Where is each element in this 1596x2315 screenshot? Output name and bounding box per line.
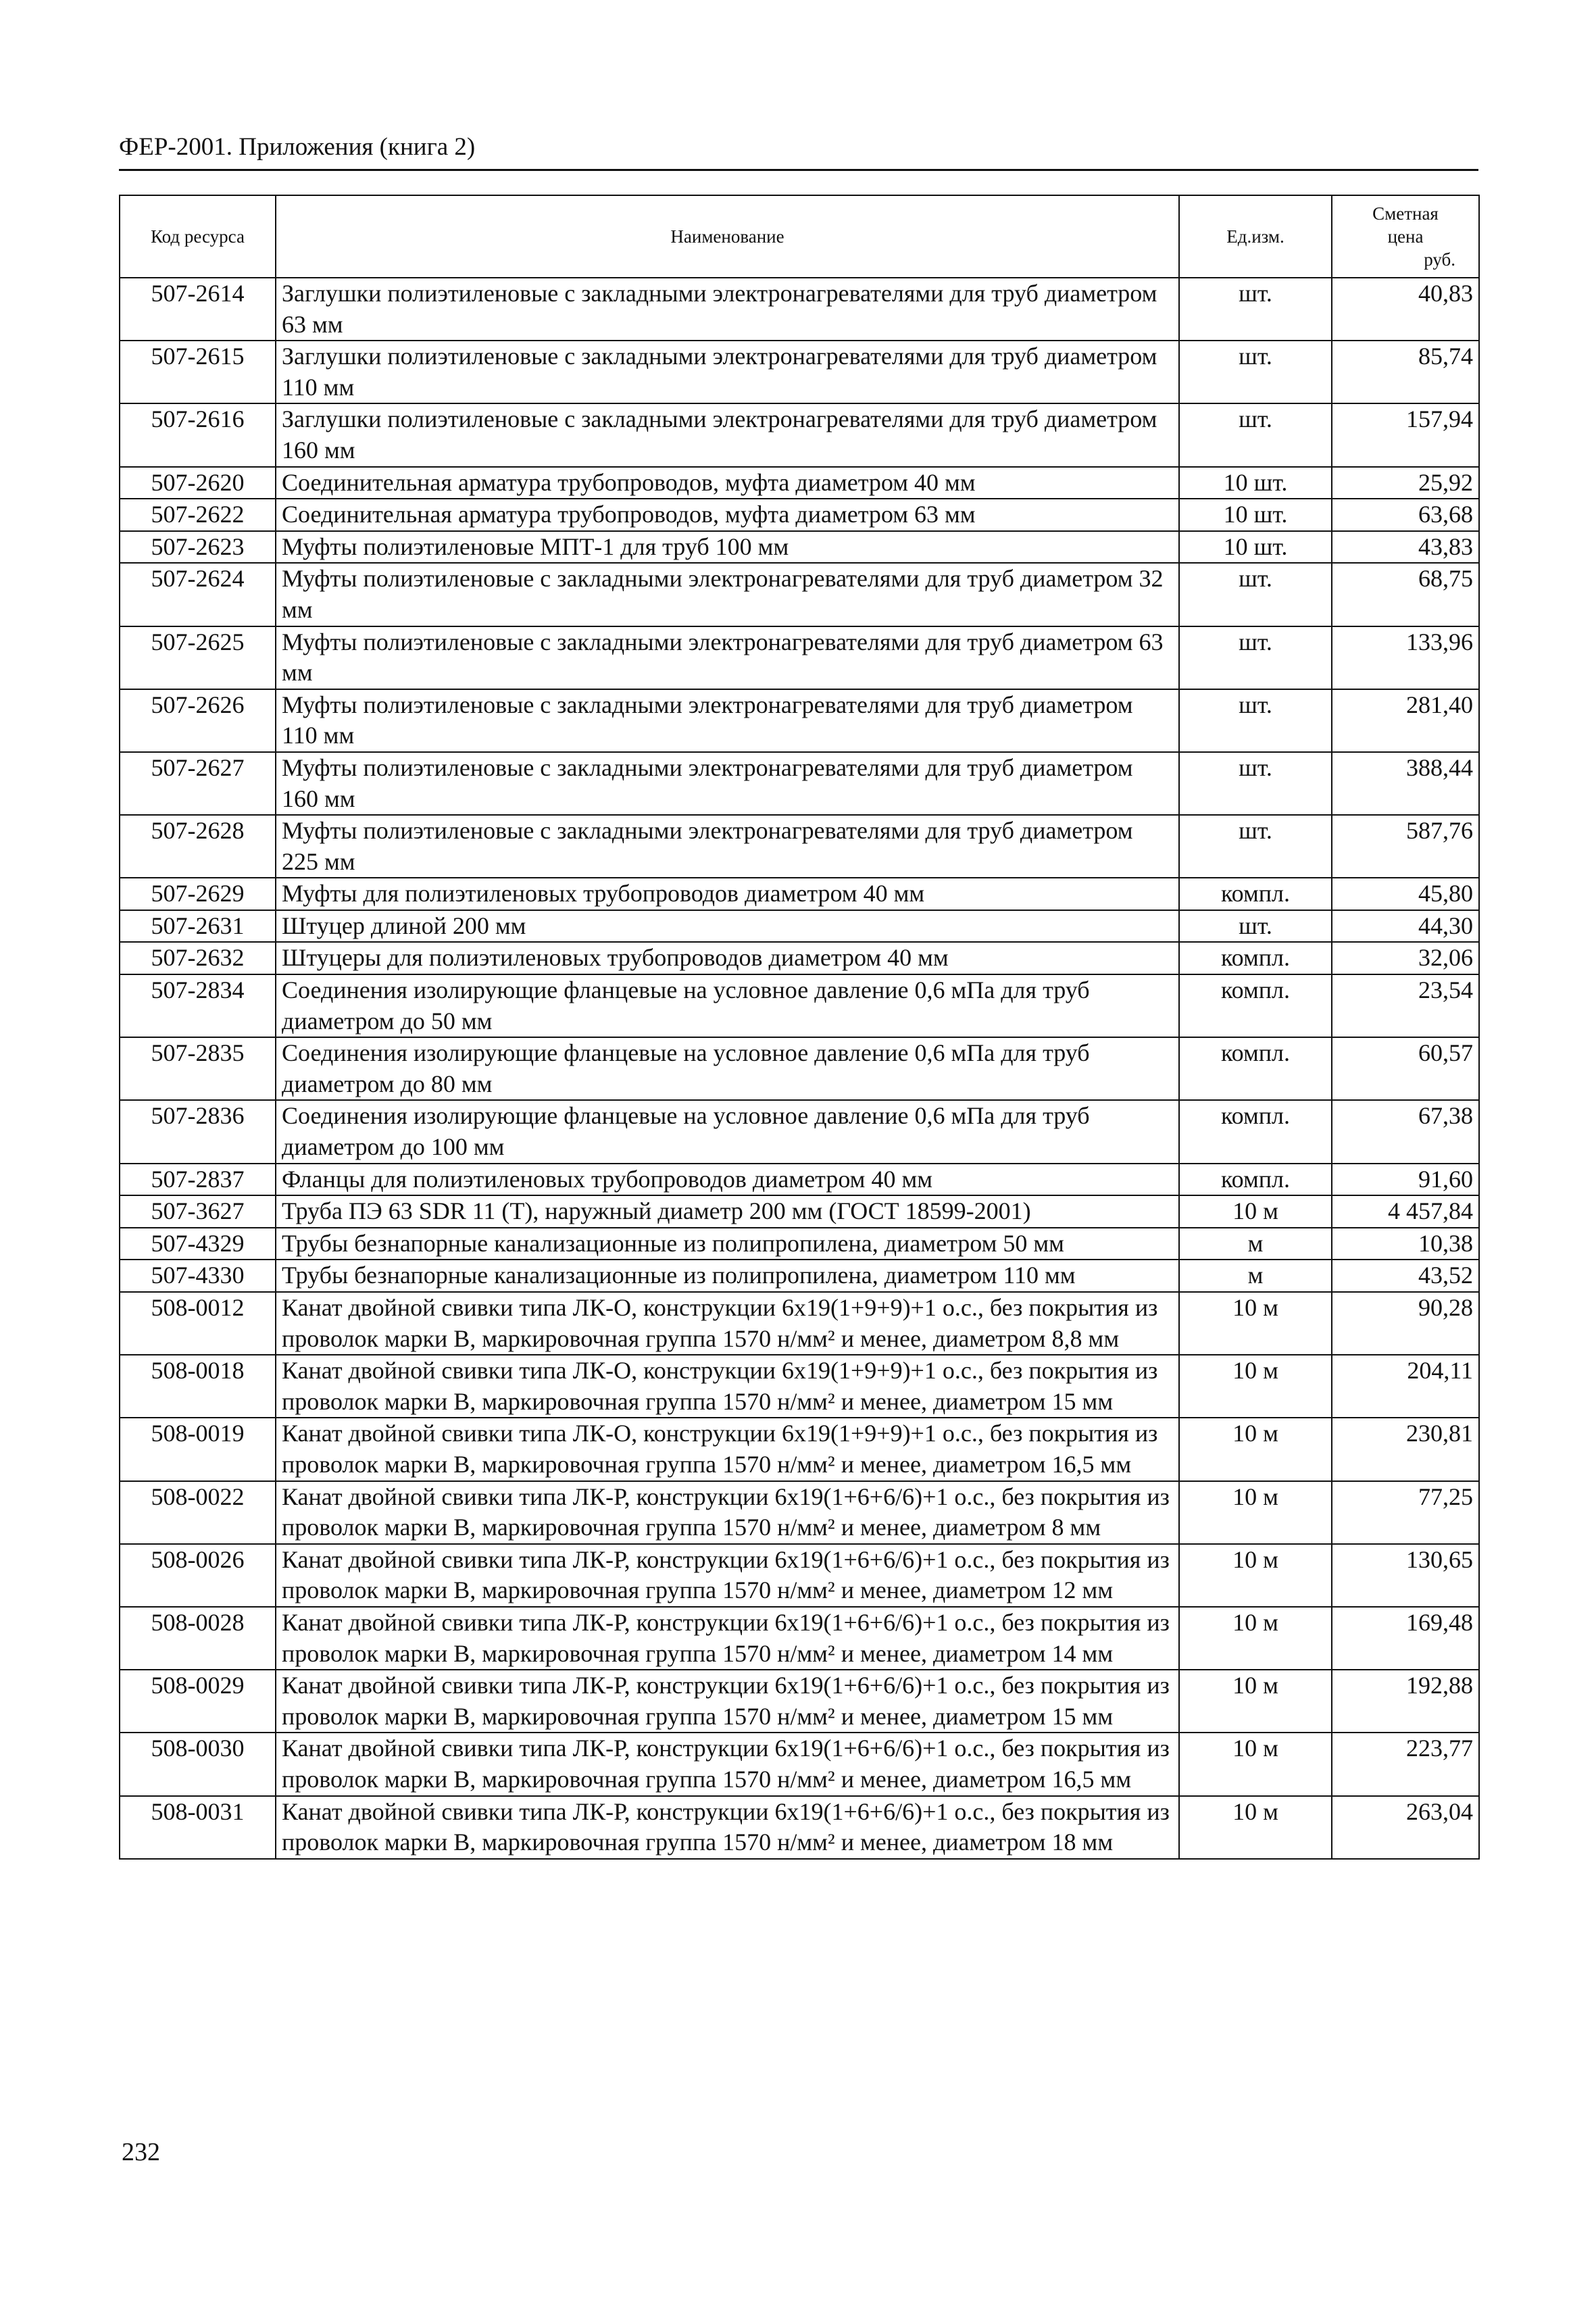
cell-name: Канат двойной свивки типа ЛК-Р, конструкции 6х19(1+6+6/6)+1 о.с., без покрытия из проволок марки В, маркировочная группа 1570 н/мм² и менее, диаметром 15 мм	[276, 1670, 1179, 1733]
column-header-name: Наименование	[276, 195, 1179, 278]
cell-price: 23,54	[1332, 974, 1479, 1037]
cell-unit: м	[1179, 1260, 1332, 1292]
table-row	[120, 910, 1479, 943]
cell-name: Канат двойной свивки типа ЛК-О, конструкции 6х19(1+9+9)+1 о.с., без покрытия из проволок марки В, маркировочная группа 1570 н/мм² и менее, диаметром 16,5 мм	[276, 1418, 1179, 1480]
table-row	[120, 626, 1479, 689]
cell-price: 63,68	[1332, 499, 1479, 531]
cell-price: 204,11	[1332, 1355, 1479, 1418]
table-header-row	[120, 195, 1479, 278]
cell-unit: шт.	[1179, 689, 1332, 752]
table-row	[120, 1607, 1479, 1670]
cell-code: 507-2623	[120, 531, 276, 564]
cell-unit: 10 м	[1179, 1670, 1332, 1733]
column-header-unit: Ед.изм.	[1179, 195, 1332, 278]
cell-price: 85,74	[1332, 341, 1479, 403]
column-header-price-line2: цена	[1387, 226, 1424, 247]
cell-name: Соединения изолирующие фланцевые на условное давление 0,6 мПа для труб диаметром до 80 мм	[276, 1037, 1179, 1100]
cell-name: Заглушки полиэтиленовые с закладными электронагревателями для труб диаметром 160 мм	[276, 403, 1179, 466]
cell-code: 507-2631	[120, 910, 276, 943]
table-row	[120, 1733, 1479, 1795]
cell-name: Заглушки полиэтиленовые с закладными электронагревателями для труб диаметром 63 мм	[276, 278, 1179, 341]
cell-code: 507-2624	[120, 563, 276, 626]
table-row	[120, 878, 1479, 910]
cell-price: 4 457,84	[1332, 1195, 1479, 1228]
cell-name: Штуцеры для полиэтиленовых трубопроводов диаметром 40 мм	[276, 942, 1179, 974]
cell-unit: компл.	[1179, 878, 1332, 910]
cell-price: 44,30	[1332, 910, 1479, 943]
cell-name: Канат двойной свивки типа ЛК-Р, конструкции 6х19(1+6+6/6)+1 о.с., без покрытия из проволок марки В, маркировочная группа 1570 н/мм² и менее, диаметром 12 мм	[276, 1544, 1179, 1607]
table-row	[120, 1418, 1479, 1480]
table-row	[120, 278, 1479, 341]
cell-unit: 10 шт.	[1179, 467, 1332, 499]
cell-unit: шт.	[1179, 341, 1332, 403]
cell-code: 508-0030	[120, 1733, 276, 1795]
cell-price: 43,83	[1332, 531, 1479, 564]
cell-name: Труба ПЭ 63 SDR 11 (Т), наружный диаметр 200 мм (ГОСТ 18599-2001)	[276, 1195, 1179, 1228]
cell-code: 507-2628	[120, 815, 276, 878]
table-row	[120, 1037, 1479, 1100]
cell-unit: компл.	[1179, 1100, 1332, 1163]
cell-name: Муфты для полиэтиленовых трубопроводов диаметром 40 мм	[276, 878, 1179, 910]
cell-price: 68,75	[1332, 563, 1479, 626]
cell-unit: м	[1179, 1228, 1332, 1260]
cell-code: 507-3627	[120, 1195, 276, 1228]
cell-name: Муфты полиэтиленовые с закладными электронагревателями для труб диаметром 32 мм	[276, 563, 1179, 626]
cell-code: 507-2620	[120, 467, 276, 499]
table-row	[120, 499, 1479, 531]
cell-price: 67,38	[1332, 1100, 1479, 1163]
cell-price: 157,94	[1332, 403, 1479, 466]
cell-code: 507-2836	[120, 1100, 276, 1163]
cell-price: 90,28	[1332, 1292, 1479, 1355]
cell-code: 508-0029	[120, 1670, 276, 1733]
cell-unit: шт.	[1179, 403, 1332, 466]
cell-code: 507-2625	[120, 626, 276, 689]
cell-name: Канат двойной свивки типа ЛК-О, конструкции 6х19(1+9+9)+1 о.с., без покрытия из проволок марки В, маркировочная группа 1570 н/мм² и менее, диаметром 8,8 мм	[276, 1292, 1179, 1355]
cell-name: Канат двойной свивки типа ЛК-О, конструкции 6х19(1+9+9)+1 о.с., без покрытия из проволок марки В, маркировочная группа 1570 н/мм² и менее, диаметром 15 мм	[276, 1355, 1179, 1418]
cell-code: 508-0012	[120, 1292, 276, 1355]
cell-unit: компл.	[1179, 974, 1332, 1037]
cell-unit: шт.	[1179, 563, 1332, 626]
cell-price: 133,96	[1332, 626, 1479, 689]
page-header-title: ФЕР-2001. Приложения (книга 2)	[119, 133, 476, 161]
cell-code: 508-0019	[120, 1418, 276, 1480]
cell-price: 43,52	[1332, 1260, 1479, 1292]
cell-name: Муфты полиэтиленовые с закладными электронагревателями для труб диаметром 225 мм	[276, 815, 1179, 878]
table-row	[120, 1292, 1479, 1355]
cell-name: Соединения изолирующие фланцевые на условное давление 0,6 мПа для труб диаметром до 100 мм	[276, 1100, 1179, 1163]
cell-name: Муфты полиэтиленовые с закладными электронагревателями для труб диаметром 110 мм	[276, 689, 1179, 752]
cell-price: 130,65	[1332, 1544, 1479, 1607]
cell-price: 91,60	[1332, 1164, 1479, 1196]
cell-name: Канат двойной свивки типа ЛК-Р, конструкции 6х19(1+6+6/6)+1 о.с., без покрытия из проволок марки В, маркировочная группа 1570 н/мм² и менее, диаметром 18 мм	[276, 1796, 1179, 1859]
table-row	[120, 1195, 1479, 1228]
cell-price: 10,38	[1332, 1228, 1479, 1260]
cell-name: Штуцер длиной 200 мм	[276, 910, 1179, 943]
cell-unit: 10 м	[1179, 1418, 1332, 1480]
cell-unit: шт.	[1179, 815, 1332, 878]
cell-unit: 10 м	[1179, 1481, 1332, 1544]
cell-name: Муфты полиэтиленовые МПТ-1 для труб 100 мм	[276, 531, 1179, 564]
cell-unit: шт.	[1179, 626, 1332, 689]
cell-unit: компл.	[1179, 1164, 1332, 1196]
cell-price: 587,76	[1332, 815, 1479, 878]
cell-code: 508-0028	[120, 1607, 276, 1670]
cell-name: Трубы безнапорные канализационные из полипропилена, диаметром 110 мм	[276, 1260, 1179, 1292]
table-row	[120, 752, 1479, 815]
cell-code: 507-2627	[120, 752, 276, 815]
table-body	[120, 278, 1479, 1859]
cell-code: 507-2629	[120, 878, 276, 910]
cell-name: Соединительная арматура трубопроводов, муфта диаметром 40 мм	[276, 467, 1179, 499]
cell-price: 25,92	[1332, 467, 1479, 499]
cell-code: 508-0031	[120, 1796, 276, 1859]
cell-price: 169,48	[1332, 1607, 1479, 1670]
cell-code: 508-0018	[120, 1355, 276, 1418]
cell-code: 507-4330	[120, 1260, 276, 1292]
table-row	[120, 1481, 1479, 1544]
cell-code: 507-2837	[120, 1164, 276, 1196]
cell-price: 45,80	[1332, 878, 1479, 910]
cell-price: 281,40	[1332, 689, 1479, 752]
cell-code: 507-2614	[120, 278, 276, 341]
cell-unit: шт.	[1179, 910, 1332, 943]
table-row	[120, 1164, 1479, 1196]
cell-code: 507-2616	[120, 403, 276, 466]
cell-code: 508-0022	[120, 1481, 276, 1544]
column-header-price-line1: Сметная	[1372, 203, 1439, 224]
table-row	[120, 1228, 1479, 1260]
column-header-code: Код ресурса	[120, 195, 276, 278]
table-row	[120, 942, 1479, 974]
table-row	[120, 467, 1479, 499]
table-row	[120, 563, 1479, 626]
cell-price: 60,57	[1332, 1037, 1479, 1100]
cell-price: 77,25	[1332, 1481, 1479, 1544]
cell-name: Канат двойной свивки типа ЛК-Р, конструкции 6х19(1+6+6/6)+1 о.с., без покрытия из проволок марки В, маркировочная группа 1570 н/мм² и менее, диаметром 14 мм	[276, 1607, 1179, 1670]
cell-price: 40,83	[1332, 278, 1479, 341]
cell-unit: 10 м	[1179, 1733, 1332, 1795]
table-row	[120, 341, 1479, 403]
cell-unit: компл.	[1179, 942, 1332, 974]
cell-price: 230,81	[1332, 1418, 1479, 1480]
cell-price: 388,44	[1332, 752, 1479, 815]
header-rule	[119, 169, 1478, 171]
resource-price-table	[119, 195, 1480, 1860]
table-row	[120, 1355, 1479, 1418]
cell-code: 507-2626	[120, 689, 276, 752]
cell-price: 223,77	[1332, 1733, 1479, 1795]
cell-unit: 10 шт.	[1179, 499, 1332, 531]
cell-price: 192,88	[1332, 1670, 1479, 1733]
cell-code: 507-2632	[120, 942, 276, 974]
table-row	[120, 974, 1479, 1037]
table-row	[120, 531, 1479, 564]
table-row	[120, 1100, 1479, 1163]
cell-unit: 10 м	[1179, 1195, 1332, 1228]
cell-name: Трубы безнапорные канализационные из полипропилена, диаметром 50 мм	[276, 1228, 1179, 1260]
cell-unit: 10 м	[1179, 1607, 1332, 1670]
cell-code: 507-4329	[120, 1228, 276, 1260]
page-number: 232	[122, 2138, 160, 2166]
cell-price: 263,04	[1332, 1796, 1479, 1859]
cell-unit: шт.	[1179, 278, 1332, 341]
cell-code: 507-2834	[120, 974, 276, 1037]
cell-code: 507-2615	[120, 341, 276, 403]
cell-name: Фланцы для полиэтиленовых трубопроводов диаметром 40 мм	[276, 1164, 1179, 1196]
cell-code: 508-0026	[120, 1544, 276, 1607]
cell-unit: шт.	[1179, 752, 1332, 815]
table-row	[120, 1260, 1479, 1292]
cell-name: Заглушки полиэтиленовые с закладными электронагревателями для труб диаметром 110 мм	[276, 341, 1179, 403]
table-row	[120, 815, 1479, 878]
column-header-price	[1332, 195, 1479, 278]
cell-name: Муфты полиэтиленовые с закладными электронагревателями для труб диаметром 160 мм	[276, 752, 1179, 815]
cell-name: Канат двойной свивки типа ЛК-Р, конструкции 6х19(1+6+6/6)+1 о.с., без покрытия из проволок марки В, маркировочная группа 1570 н/мм² и менее, диаметром 8 мм	[276, 1481, 1179, 1544]
cell-price: 32,06	[1332, 942, 1479, 974]
table-row	[120, 403, 1479, 466]
cell-unit: 10 м	[1179, 1355, 1332, 1418]
cell-name: Канат двойной свивки типа ЛК-Р, конструкции 6х19(1+6+6/6)+1 о.с., без покрытия из проволок марки В, маркировочная группа 1570 н/мм² и менее, диаметром 16,5 мм	[276, 1733, 1179, 1795]
table-row	[120, 1796, 1479, 1859]
column-header-price-line3: руб.	[1424, 249, 1455, 270]
cell-unit: 10 шт.	[1179, 531, 1332, 564]
table-row	[120, 1670, 1479, 1733]
cell-name: Соединительная арматура трубопроводов, муфта диаметром 63 мм	[276, 499, 1179, 531]
cell-code: 507-2622	[120, 499, 276, 531]
cell-name: Муфты полиэтиленовые с закладными электронагревателями для труб диаметром 63 мм	[276, 626, 1179, 689]
table-row	[120, 689, 1479, 752]
cell-unit: 10 м	[1179, 1796, 1332, 1859]
cell-unit: 10 м	[1179, 1544, 1332, 1607]
cell-code: 507-2835	[120, 1037, 276, 1100]
cell-unit: 10 м	[1179, 1292, 1332, 1355]
table-row	[120, 1544, 1479, 1607]
cell-unit: компл.	[1179, 1037, 1332, 1100]
cell-name: Соединения изолирующие фланцевые на условное давление 0,6 мПа для труб диаметром до 50 мм	[276, 974, 1179, 1037]
